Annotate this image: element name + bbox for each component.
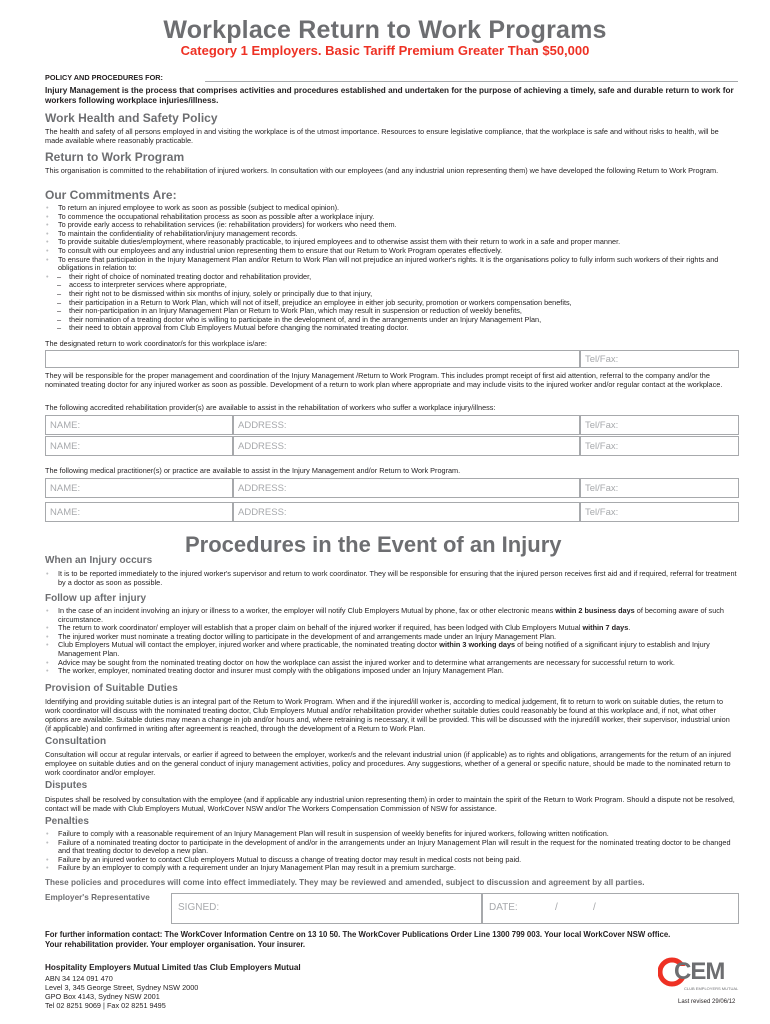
- rights-item: – their participation in a Return to Work Plan, which will not of itself, prejudice an employee in either job security, promotion or workers compensation benefits,: [57, 299, 740, 308]
- address-label: ADDRESS:: [238, 507, 287, 518]
- cem-logo-tagline: CLUB EMPLOYERS MUTUAL: [684, 986, 739, 991]
- whs-heading: Work Health and Safety Policy: [45, 111, 218, 125]
- suitable-text: Identifying and providing suitable duties is an integral part of the Return to Work Program. When and if the injured/ill worker is, according to medical judgement, fit to return to work on suitable duties, the return to work coordinator will discuss with the nominated treating doctor, Club Employers Mutual and/or rehabilitation provider whether suitable duties could reasonably be found at this workplace and, if not, what other options are available. Suitable duties may mean a change in job and/or hours and, where retraining is necessary, it will be provided. This will be discussed with the injured/ill worker, their supervisor, industrial union (if applicable) and confirmed in writing after agreement is reached, through the development of a Return to Work Plan.: [45, 697, 730, 733]
- medical-name-field-2[interactable]: [45, 502, 233, 522]
- contact-line-1: For further information contact: The WorkCover Information Centre on 13 10 50. The WorkCover Publications Order Line 1300 799 003. Your local WorkCover NSW office.: [45, 930, 671, 939]
- consultation-text: Consultation will occur at regular intervals, or earlier if agreed to between the employer, worker/s and the relevant industrial union (if applicable) as to rights and obligations, arrangements for the return of an injured employee on suitable duties and on the general conduct of injury management activities, policy and procedures. Any suggestions, whether of a general or specific nature, should be made to the nominated return to work coordinator and/or employer.: [45, 750, 731, 777]
- telfax-label: Tel/Fax:: [585, 441, 619, 452]
- commitments-list: [45, 204, 740, 333]
- name-label: NAME:: [50, 420, 81, 431]
- commitment-item: • To consult with our employees and any industrial union representing them to ensure that our Return to Work Program operates effectively.: [45, 247, 740, 256]
- follow-item: • The return to work coordinator/ employer will establish that a proper claim on behalf of the injured worker if required, has been lodged with Club Employers Mutual within 7 days.: [45, 624, 740, 633]
- suitable-heading: Provision of Suitable Duties: [45, 683, 178, 694]
- signature-field[interactable]: [171, 893, 482, 924]
- coordinator-label: The designated return to work coordinator/s for this workplace is/are:: [45, 339, 267, 348]
- provider-address-field-2[interactable]: [233, 436, 580, 456]
- commitment-item: • To provide early access to rehabilitation services (ie: rehabilitation providers) for workers who need them.: [45, 221, 740, 230]
- when-heading: When an Injury occurs: [45, 555, 153, 566]
- coordinator-telfax-field[interactable]: [580, 350, 739, 368]
- penalty-item: • Failure of a nominated treating doctor to participate in the development of and/or in the arrangements under an Injury Management Plan will result in the request for the nominated treating doctor to be changed and that treating doctor to develop a new plan.: [45, 839, 740, 856]
- rights-sublist-wrap: [45, 273, 740, 333]
- provider-name-field-1[interactable]: [45, 415, 233, 435]
- footer-abn: ABN 34 124 091 470: [45, 974, 113, 983]
- medical-label: The following medical practitioner(s) or practice are available to assist in the Injury Management and/or Return to Work Program.: [45, 466, 461, 475]
- penalty-item: • Failure by an injured worker to contact Club employers Mutual to discuss a change of treating doctor may result in medical costs not being paid.: [45, 856, 740, 865]
- contact-line-2: Your rehabilitation provider. Your employer organisation. Your insurer.: [45, 940, 306, 949]
- rights-sublist: [45, 273, 740, 333]
- address-label: ADDRESS:: [238, 441, 287, 452]
- footer-company: Hospitality Employers Mutual Limited t/as Club Employers Mutual: [45, 963, 301, 972]
- telfax-label: Tel/Fax:: [585, 483, 619, 494]
- name-label: NAME:: [50, 441, 81, 452]
- penalties-heading: Penalties: [45, 816, 89, 827]
- commitment-item: • To maintain the confidentiality of rehabilitation/injury management records.: [45, 230, 740, 239]
- when-list: [45, 570, 740, 587]
- disputes-heading: Disputes: [45, 780, 88, 791]
- procedures-heading: Procedures in the Event of an Injury: [185, 532, 562, 557]
- date-field[interactable]: [482, 893, 739, 924]
- footer-tel-fax: Tel 02 8251 9069 | Fax 02 8251 9495: [45, 1001, 166, 1010]
- commitments-heading: Our Commitments Are:: [45, 188, 177, 202]
- disputes-text: Disputes shall be resolved by consultation with the employee (and if applicable any industrial union representing them) in order to maintain the spirit of the Return to Work Program. Should a dispute not be resolved, contact will be made with Club Employers Mutual, WorkCover NSW and/or The Workers Compensation Commission of NSW for assistance.: [45, 795, 735, 813]
- rights-item: – their non-participation in an Injury Management Plan or Return to Work Plan, which may result in suspension or reduction of weekly benefits,: [57, 307, 740, 316]
- medical-address-field-1[interactable]: [233, 478, 580, 498]
- last-revised: Last revised 29/06/12: [678, 999, 736, 1005]
- rtw-text: This organisation is committed to the rehabilitation of injured workers. In consultation with our employees (and any industrial union representing them) we have developed the following Return to Work Program.: [45, 166, 719, 175]
- address-label: ADDRESS:: [238, 420, 287, 431]
- follow-item: • The worker, employer, nominated treating doctor and insurer must comply with the obligations imposed under an Injury Management Plan.: [45, 667, 740, 676]
- commitment-item: • To return an injured employee to work as soon as possible (subject to medical opinion).: [45, 204, 740, 213]
- footer-po-box: GPO Box 4143, Sydney NSW 2001: [45, 992, 160, 1001]
- telfax-label: Tel/Fax:: [585, 354, 619, 365]
- rtw-heading: Return to Work Program: [45, 150, 185, 164]
- rights-item: – access to interpreter services where appropriate,: [57, 281, 740, 290]
- coordinator-text: They will be responsible for the proper management and coordination of the Injury Management /Return to Work Program. This includes prompt receipt of first aid attention, referral to the company and/or the nominated treating doctor for any injured worker as soon as possible. Development of a return to work plan where appropriate and may include visits to the injured worker and/or regular contact at the workplace.: [45, 371, 723, 389]
- cem-logo-text: CEM: [674, 958, 725, 985]
- policy-label: POLICY AND PROCEDURES FOR:: [45, 73, 163, 82]
- cem-logo: [658, 956, 738, 996]
- penalty-item: • Failure to comply with a reasonable requirement of an Injury Management Plan will result in suspension of weekly benefits for injured workers, following written notification.: [45, 830, 740, 839]
- medical-telfax-field-1[interactable]: [580, 478, 739, 498]
- providers-label: The following accredited rehabilitation provider(s) are available to assist in the rehabilitation of workers who suffer a workplace injury/illness:: [45, 403, 496, 412]
- medical-telfax-field-2[interactable]: [580, 502, 739, 522]
- telfax-label: Tel/Fax:: [585, 507, 619, 518]
- telfax-label: Tel/Fax:: [585, 420, 619, 431]
- provider-address-field-1[interactable]: [233, 415, 580, 435]
- address-label: ADDRESS:: [238, 483, 287, 494]
- name-label: NAME:: [50, 507, 81, 518]
- commitment-item: • To commence the occupational rehabilitation process as soon as possible after a workplace injury.: [45, 213, 740, 222]
- commitment-item: • To provide suitable duties/employment, where reasonably practicable, to injured employees and to otherwise assist them with their return to work in a safe and proper manner.: [45, 238, 740, 247]
- medical-address-field-2[interactable]: [233, 502, 580, 522]
- footer-address: Level 3, 345 George Street, Sydney NSW 2000: [45, 983, 199, 992]
- follow-list: [45, 607, 740, 676]
- consultation-heading: Consultation: [45, 736, 107, 747]
- when-item: • It is to be reported immediately to the injured worker's supervisor and return to work coordinator. They will be responsible for ensuring that the injured person receives first aid and if required, referral for treatment by a doctor as soon as possible.: [45, 570, 740, 587]
- effect-statement: These policies and procedures will come into effect immediately. They may be reviewed and amended, subject to discussion and agreement by all parties.: [45, 878, 645, 887]
- rights-item: – their nomination of a treating doctor who is willing to participate in the development of, and in the arrangements under an Injury Management Plan,: [57, 316, 740, 325]
- provider-telfax-field-2[interactable]: [580, 436, 739, 456]
- policy-name-line: [205, 81, 738, 82]
- medical-name-field-1[interactable]: [45, 478, 233, 498]
- commitment-item: • To ensure that participation in the Injury Management Plan and/or Return to Work Plan will not prejudice an injured worker's rights. It is the organisations policy to fully inform such workers of their rights and obligations in relation to:: [45, 256, 740, 273]
- provider-telfax-field-1[interactable]: [580, 415, 739, 435]
- rights-item: – • their right of choice of nominated treating doctor and rehabilitation provider,: [57, 273, 740, 282]
- signed-label: SIGNED:: [178, 902, 220, 913]
- date-separator: /: [555, 902, 558, 913]
- date-label: DATE:: [489, 902, 518, 913]
- name-label: NAME:: [50, 483, 81, 494]
- follow-item: • In the case of an incident involving an injury or illness to a worker, the employer will notify Club Employers Mutual by phone, fax or other electronic means within 2 business days of becoming aware of such circumstance.: [45, 607, 740, 624]
- rights-item: – their right not to be dismissed within six months of injury, solely or principally due to that injury,: [57, 290, 740, 299]
- penalties-list: [45, 830, 740, 873]
- coordinator-name-field[interactable]: [45, 350, 580, 368]
- rights-item: – their need to obtain approval from Club Employers Mutual before changing the nominated treating doctor.: [57, 324, 740, 333]
- provider-name-field-2[interactable]: [45, 436, 233, 456]
- document-title: Workplace Return to Work Programs: [163, 16, 607, 44]
- employer-rep-label: Employer's Representative: [45, 893, 150, 902]
- policy-intro: Injury Management is the process that comprises activities and procedures established and undertaken for the purpose of achieving a timely, safe and durable return to work for workers following workplace injuries/illness.: [45, 86, 734, 105]
- follow-item: • The injured worker must nominate a treating doctor willing to participate in the development of and arrangements made under an Injury Management Plan.: [45, 633, 740, 642]
- document-subtitle: Category 1 Employers. Basic Tariff Premium Greater Than $50,000: [180, 43, 590, 58]
- follow-heading: Follow up after injury: [45, 593, 147, 604]
- follow-item: • Advice may be sought from the nominated treating doctor on how the workplace can assist the injured worker and to determine what arrangements are necessary for successful return to work.: [45, 659, 740, 668]
- penalty-item: • Failure by an employer to comply with a requirement under an Injury Management Plan may result in a premium surcharge.: [45, 864, 740, 873]
- follow-item: • Club Employers Mutual will contact the employer, injured worker and where practicable, the nominated treating doctor within 3 working days of being notified of a significant injury to establish and Injury Management Plan.: [45, 641, 740, 658]
- whs-text: The health and safety of all persons employed in and visiting the workplace is of the utmost importance. Resources to ensure legislative compliance, that the workplace is safe and without risks to health, will be made available where reasonably practicable.: [45, 127, 719, 145]
- date-separator: /: [593, 902, 596, 913]
